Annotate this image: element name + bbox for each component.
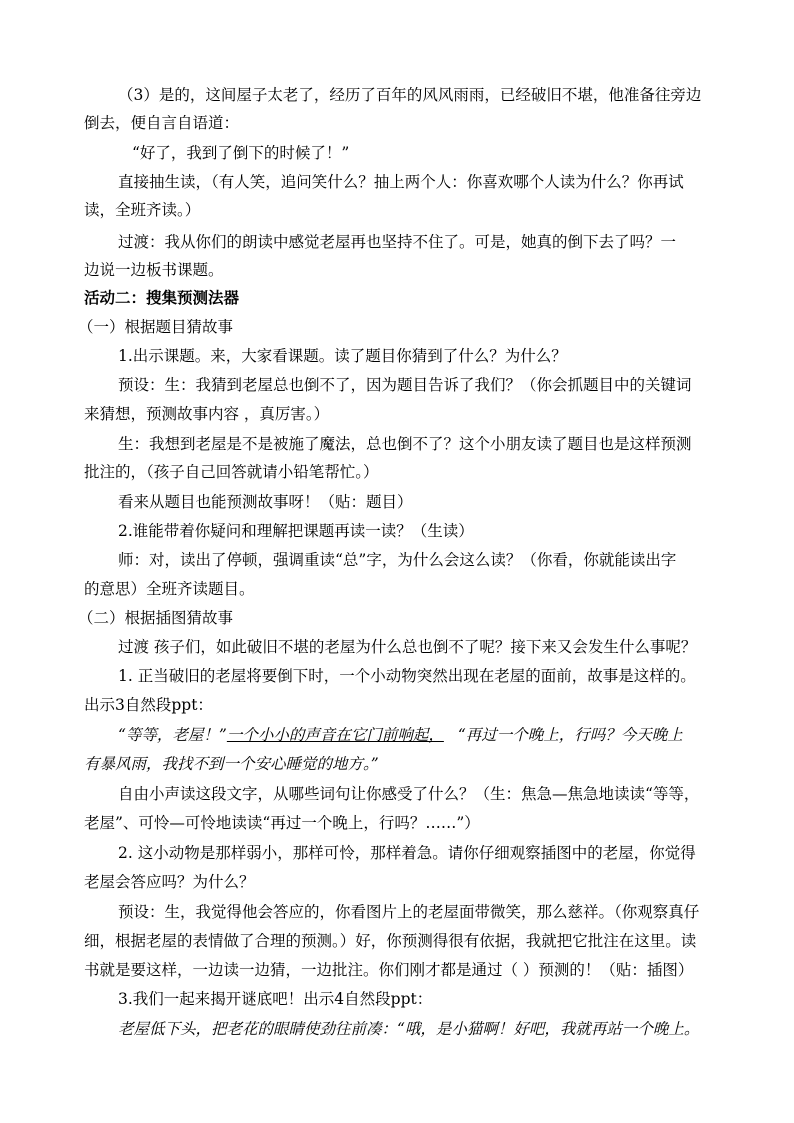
paragraph-line: 直接抽生读，（有人笑，追问笑什么？抽上两个人：你喜欢哪个人读为什么？你再试 (118, 173, 684, 191)
underlined-phrase: 一个小小的声音在它门前响起， (226, 726, 444, 744)
paragraph-line: 书就是要这样，一边读一边猜，一边批注。你们刚才都是通过（ ）预测的！（贴：插图） (84, 961, 694, 979)
paragraph-line: 过渡：我从你们的朗读中感觉老屋再也坚持不住了。可是，她真的倒下去了吗？一 (118, 233, 677, 251)
story-excerpt-line: 有暴风雨，我找不到一个安心睡觉的地方。” (84, 755, 379, 773)
paragraph-line: 来猜想，预测故事内容 ，真厉害。） (84, 405, 330, 423)
paragraph-line: 的意思）全班齐读题目。 (84, 580, 255, 598)
paragraph-line: 预设：生，我觉得他会答应的，你看图片上的老屋面带微笑，那么慈祥。（你观察真仔 (118, 903, 700, 921)
paragraph-line: 2. 这小动物是那样弱小，那样可怜，那样着急。请你仔细观察插图中的老屋，你觉得 (118, 844, 696, 862)
paragraph-line: 出示3自然段ppt： (84, 696, 213, 714)
paragraph-line: 倒去，便自言自语道： (84, 114, 240, 132)
section-heading: 活动二：搜集预测法器 (84, 289, 240, 307)
story-excerpt-line (118, 724, 683, 746)
paragraph-line: 老屋会答应吗？为什么？ (84, 873, 255, 891)
paragraph-line: 预设：生：我猜到老屋总也倒不了，因为题目告诉了我们？（你会抓题目中的关键词 (118, 376, 692, 394)
paragraph-line: （3）是的，这间屋子太老了，经历了百年的风风雨雨，已经破旧不堪，他准备往旁边 (118, 86, 702, 104)
paragraph-line: 3.我们一起来揭开谜底吧！出示4自然段ppt： (118, 990, 433, 1008)
subsection-heading: （一）根据题目猜故事 (78, 318, 234, 336)
story-quote: “再过一个晚上，行吗？今天晚上 (457, 726, 683, 744)
paragraph-line: 生：我想到老屋是不是被施了魔法，总也倒不了？这个小朋友读了题目也是这样预测 (118, 435, 692, 453)
paragraph-line: 老屋”、可怜—可怜地读读“再过一个晚上，行吗？……”） (84, 814, 480, 832)
subsection-heading: （二）根据插图猜故事 (78, 609, 234, 627)
paragraph-line: 1. 正当破旧的老屋将要倒下时，一个小动物突然出现在老屋的面前，故事是这样的。 (118, 667, 696, 685)
paragraph-line: 师：对，读出了停顿，强调重读“总”字，为什么会这么读？（你看，你就能读出字 (118, 551, 677, 569)
paragraph-line: 细，根据老屋的表情做了合理的预测。）好，你预测得很有依据，我就把它批注在这里。读 (84, 932, 697, 950)
paragraph-line: 过渡 孩子们，如此破旧不堪的老屋为什么总也倒不了呢？接下来又会发生什么事呢？ (118, 638, 697, 656)
paragraph-line: 自由小声读这段文字，从哪些词句让你感受了什么？（生：焦急—焦急地读读“等等， (118, 785, 700, 803)
paragraph-line: 边说一边板书课题。 (84, 261, 224, 279)
paragraph-line: 看来从题目也能预测故事呀！（贴：题目） (118, 493, 413, 511)
paragraph-line: 读，全班齐读。） (84, 201, 201, 219)
paragraph-line: 2.谁能带着你疑问和理解把课题再读一读？（生读） (118, 522, 474, 540)
quote-line: “好了，我到了倒下的时候了！” (132, 144, 350, 162)
paragraph-line: 1.出示课题。来，大家看课题。读了题目你猜到了什么？为什么？ (118, 347, 567, 365)
story-excerpt-line: 老屋低下头，把老花的眼睛使劲往前凑：“哦，是小猫啊！好吧，我就再站一个晚上。 (118, 1020, 700, 1038)
paragraph-line: 批注的，（孩子自己回答就请小铅笔帮忙。） (84, 463, 379, 481)
story-quote: “等等，老屋！” (118, 726, 227, 744)
